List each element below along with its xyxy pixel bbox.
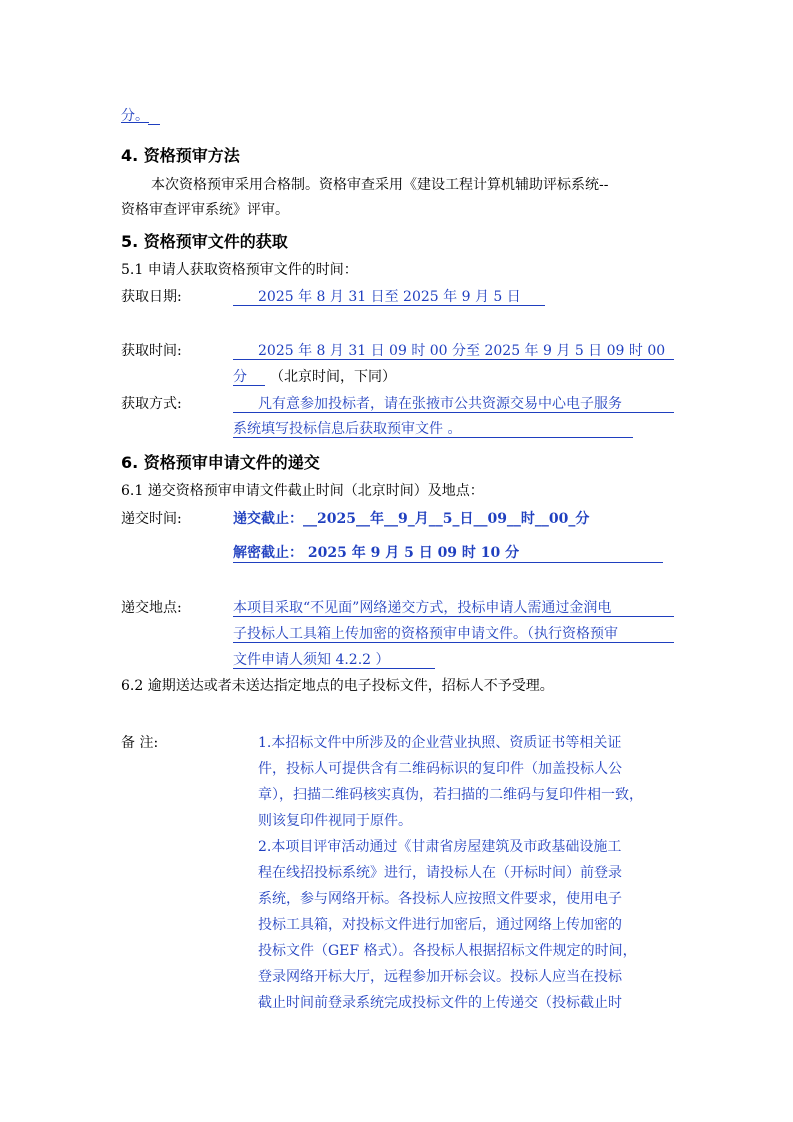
section5-heading: 5. 资格预审文件的获取: [121, 232, 288, 251]
place-underline3: [233, 668, 435, 669]
date-underline: [233, 305, 545, 306]
date-value: 2025 年 8 月 31 日至 2025 年 9 月 5 日: [258, 289, 521, 305]
place-line3: 文件申请人须知 4.2.2 ）: [233, 652, 390, 668]
section4-para-line2: 资格审查评审系统》评审。: [121, 202, 289, 218]
note2-line: 系统，参与网络开标。各投标人应按照文件要求，使用电子: [258, 891, 622, 907]
section6-heading: 6. 资格预审申请文件的递交: [121, 453, 320, 472]
method-underline2: [233, 437, 633, 438]
submit-time-label: 递交时间:: [121, 511, 182, 527]
item-6-2: 6.2 逾期送达或者未送达指定地点的电子投标文件，招标人不予受理。: [121, 678, 554, 694]
time-value-line1: 2025 年 8 月 31 日 09 时 00 分至 2025 年 9 月 5 日 09 时 00: [258, 343, 666, 359]
section4-heading: 4. 资格预审方法: [121, 146, 240, 165]
note2-line: 程在线招投标系统》进行，请投标人在（开标时间）前登录: [258, 865, 622, 881]
note1-line: 件，投标人可提供含有二维码标识的复印件（加盖投标人公: [258, 761, 622, 777]
time-note: （北京时间，下同）: [270, 369, 396, 385]
decrypt-underline: [233, 562, 663, 563]
date-label: 获取日期:: [121, 289, 182, 305]
time-underline1: [233, 359, 674, 360]
place-underline2: [233, 642, 674, 643]
notes-label: 备 注:: [121, 735, 159, 751]
place-line2: 子投标人工具箱上传加密的资格预审申请文件。（执行资格预审: [233, 626, 618, 642]
note1-line: 则该复印件视同于原件。: [258, 813, 412, 829]
note2-line: 登录网络开标大厅，远程参加开标会议。投标人应当在投标: [258, 969, 622, 985]
place-line1: 本项目采取“不见面”网络递交方式，投标申请人需通过金润电: [233, 600, 612, 616]
time-label: 获取时间:: [121, 343, 182, 359]
decrypt-line: 解密截止： 2025 年 9 月 5 日 09 时 10 分: [233, 545, 520, 561]
note2-line: 投标文件（GEF 格式）。各投标人根据招标文件规定的时间，: [258, 943, 637, 959]
place-label: 递交地点:: [121, 600, 182, 616]
note2-line: 截止时间前登录系统完成投标文件的上传递交（投标截止时: [258, 995, 622, 1011]
item-5-1: 5.1 申请人获取资格预审文件的时间：: [121, 262, 358, 278]
time-underline2: [233, 385, 265, 386]
section4-para-line1: 本次资格预审采用合格制。资格审查采用《建设工程计算机辅助评标系统--: [151, 177, 609, 193]
underline-fill: [148, 124, 160, 125]
method-underline1: [233, 412, 674, 413]
deadline-line: 递交截止：__2025__年__9_月__5_日__09__时__00_分: [233, 511, 590, 527]
method-label: 获取方式:: [121, 396, 182, 412]
note2-line: 投标工具箱，对投标文件进行加密后，通过网络上传加密的: [258, 917, 622, 933]
note1-line: 章），扫描二维码核实真伪，若扫描的二维码与复印件相一致，: [258, 787, 643, 803]
time-value-line2: 分: [233, 369, 247, 385]
top-fragment: 分。: [121, 108, 149, 124]
item-6-1: 6.1 递交资格预审申请文件截止时间（北京时间）及地点：: [121, 483, 484, 499]
method-line1: 凡有意参加投标者，请在张掖市公共资源交易中心电子服务: [258, 396, 622, 412]
note1-line: 1.本招标文件中所涉及的企业营业执照、资质证书等相关证: [258, 735, 622, 751]
method-line2: 系统填写投标信息后获取预审文件 。: [233, 421, 462, 437]
note2-line: 2.本项目评审活动通过《甘肃省房屋建筑及市政基础设施工: [258, 839, 622, 855]
place-underline1: [233, 616, 674, 617]
